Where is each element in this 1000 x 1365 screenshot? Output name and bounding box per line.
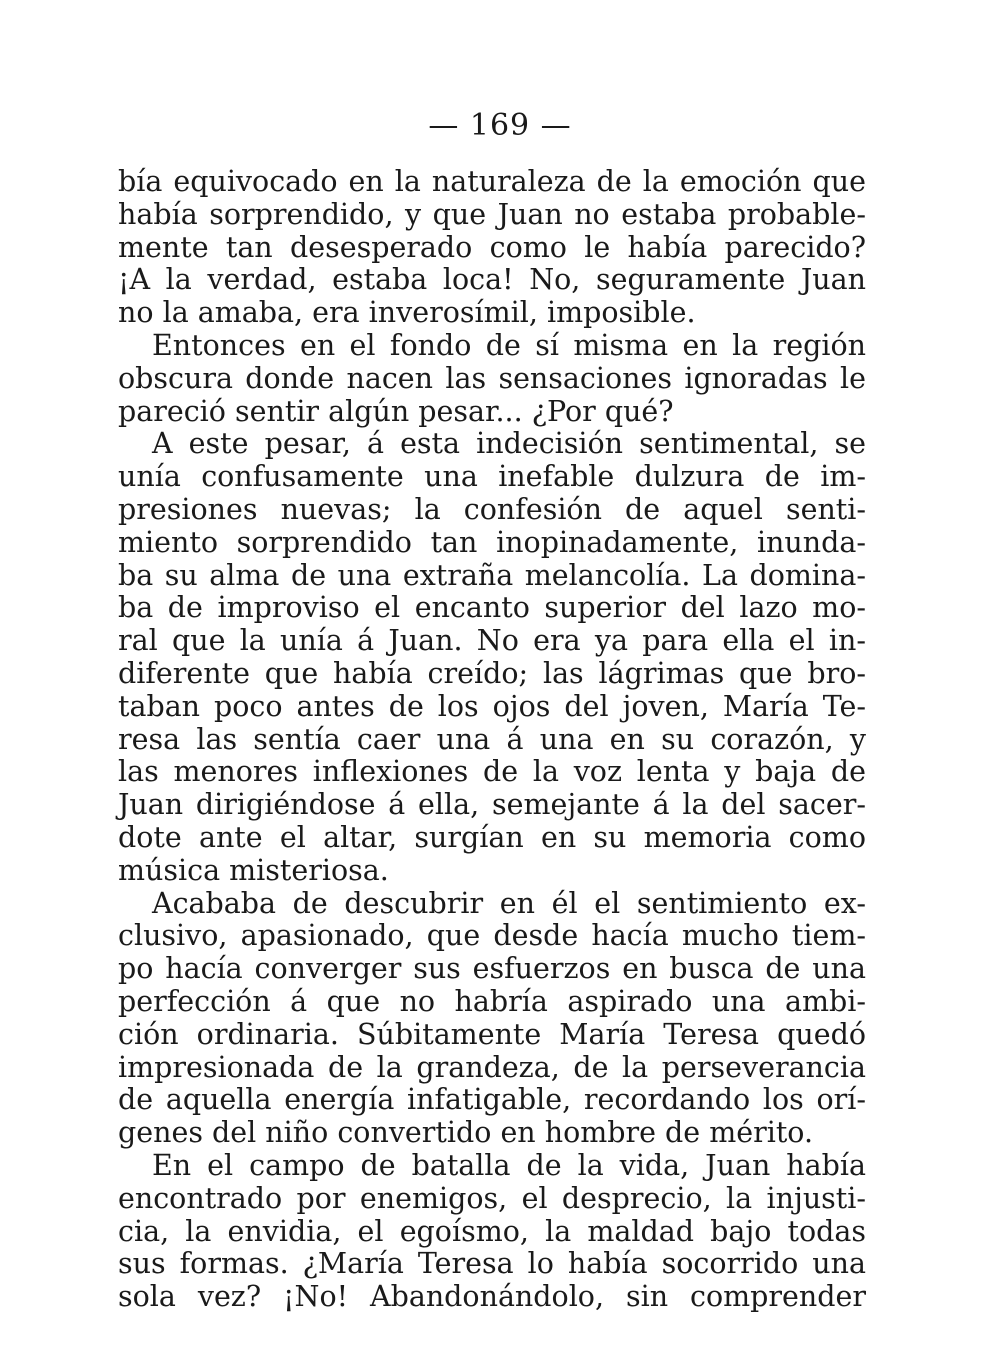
text-line: ¡A la verdad, estaba loca! No, seguramente Juan xyxy=(118,263,866,297)
text-line: pareció sentir algún pesar... ¿Por qué? xyxy=(118,394,674,428)
text-line: diferente que había creído; las lágrimas que bro- xyxy=(118,656,866,690)
text-line: encontrado por enemigos, el desprecio, la injusti- xyxy=(118,1181,866,1215)
text-line: miento sorprendido tan inopinadamente, inunda- xyxy=(118,525,866,559)
text-line: clusivo, apasionado, que desde hacía mucho tiem- xyxy=(118,919,866,953)
text-line: Entonces en el fondo de sí misma en la región xyxy=(152,328,866,362)
text-line: presiones nuevas; la confesión de aquel senti- xyxy=(118,492,866,526)
text-line: perfección á que no habría aspirado una ambi- xyxy=(118,984,866,1018)
text-line: ba de improviso el encanto superior del lazo mo- xyxy=(118,591,866,625)
text-line: cia, la envidia, el egoísmo, la maldad bajo todas xyxy=(118,1214,866,1248)
text-line: no la amaba, era inverosímil, imposible. xyxy=(118,296,696,330)
text-line: había sorprendido, y que Juan no estaba probable- xyxy=(118,197,866,231)
text-line: unía confusamente una inefable dulzura de im- xyxy=(118,460,866,494)
text-line: ral que la unía á Juan. No era ya para ella el in- xyxy=(118,624,866,658)
text-line: En el campo de batalla de la vida, Juan había xyxy=(152,1148,866,1182)
text-line: Acababa de descubrir en él el sentimiento ex- xyxy=(152,886,866,920)
text-line: Juan dirigiéndose á ella, semejante á la del sacer- xyxy=(118,788,866,822)
text-line: ción ordinaria. Súbitamente María Teresa quedó xyxy=(118,1017,866,1051)
body-text xyxy=(118,166,866,1314)
text-line: las menores inflexiones de la voz lenta y baja de xyxy=(118,755,866,789)
text-line: bía equivocado en la naturaleza de la emoción que xyxy=(118,165,866,198)
page-number: — 169 — xyxy=(428,108,572,143)
text-line: resa las sentía caer una á una en su corazón, y xyxy=(118,722,866,756)
text-line: dote ante el altar, surgían en su memoria como xyxy=(118,820,866,854)
text-line: taban poco antes de los ojos del joven, María Te- xyxy=(118,689,866,723)
text-line: sola vez? ¡No! Abandonándolo, sin comprender xyxy=(118,1280,866,1314)
text-line: A este pesar, á esta indecisión sentimental, se xyxy=(152,427,866,461)
text-line: genes del niño convertido en hombre de mérito. xyxy=(118,1116,814,1150)
text-line: mente tan desesperado como le había parecido? xyxy=(118,230,866,264)
text-line: obscura donde nacen las sensaciones ignoradas le xyxy=(118,361,866,395)
text-line: sus formas. ¿María Teresa lo había socorrido una xyxy=(118,1247,866,1281)
text-line: ba su alma de una extraña melancolía. La domina- xyxy=(118,558,866,592)
text-line: po hacía converger sus esfuerzos en busca de una xyxy=(118,952,866,986)
text-line: música misteriosa. xyxy=(118,853,389,887)
text-line: de aquella energía infatigable, recordando los orí- xyxy=(118,1083,866,1117)
text-line: impresionada de la grandeza, de la perseverancia xyxy=(118,1050,866,1084)
